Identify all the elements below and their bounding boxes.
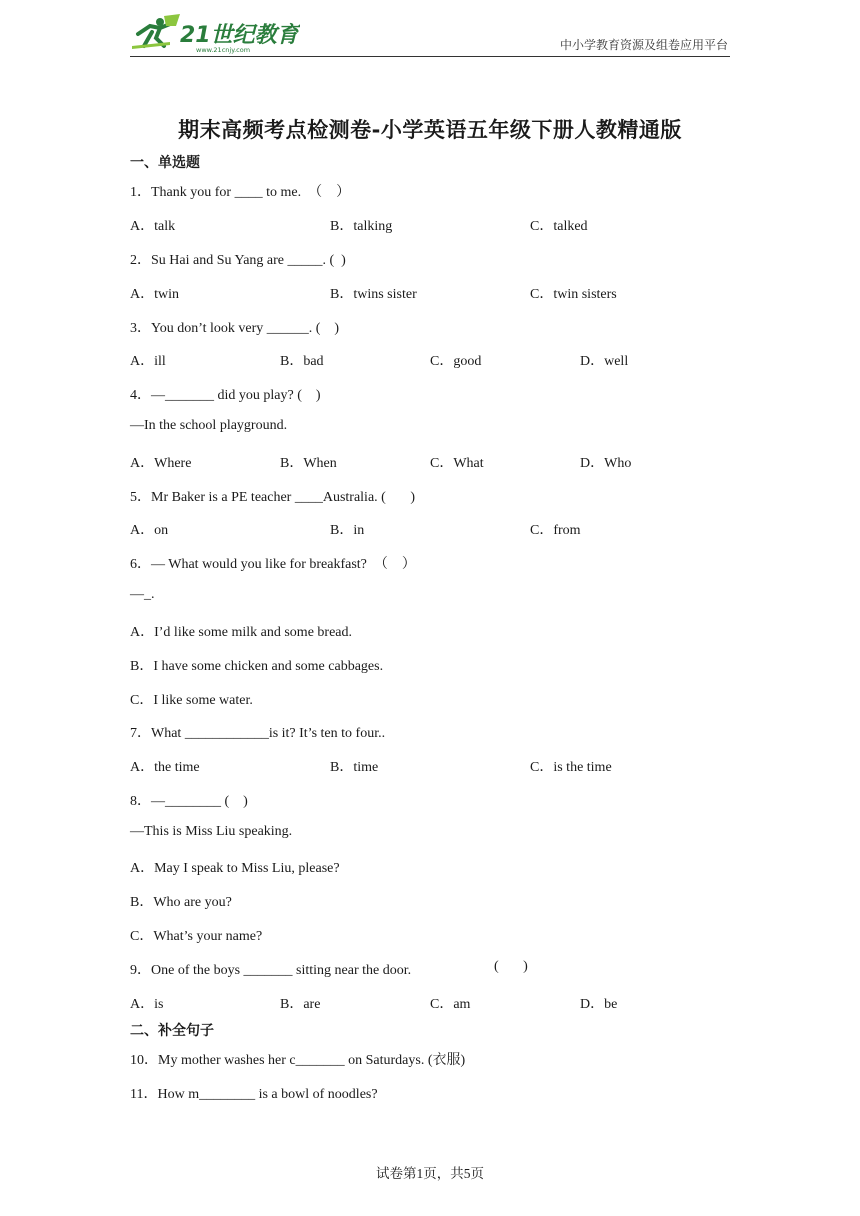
option-a: A．the time: [130, 760, 200, 775]
option-a: A．Where: [130, 456, 192, 471]
question-2: 2．Su Hai and Su Yang are _____. ( ): [130, 253, 346, 268]
option-a: A．ill: [130, 354, 166, 369]
option-d: D．well: [580, 354, 629, 369]
option-a: A．is: [130, 997, 164, 1012]
logo-url: www.21cnjy.com: [196, 46, 251, 54]
question-1: 1．Thank you for ____ to me. （ ）: [130, 185, 351, 200]
option-b: B．in: [330, 523, 365, 538]
option-a: A．twin: [130, 287, 179, 302]
option-a: A．on: [130, 523, 169, 538]
option-b: B．talking: [330, 219, 393, 234]
option-d: D．be: [580, 997, 618, 1012]
question-11: 11．How m________ is a bowl of noodles?: [130, 1087, 378, 1102]
runner-icon: [132, 14, 180, 49]
option-c: C．is the time: [530, 760, 612, 775]
option-c: C．What: [430, 456, 484, 471]
option-a: A．talk: [130, 219, 176, 234]
question-4-reply: —In the school playground.: [130, 418, 288, 433]
question-5: 5．Mr Baker is a PE teacher ____Australia. ( ): [130, 490, 415, 505]
option-b: B．Who are you?: [130, 895, 232, 910]
option-c: C．from: [530, 523, 581, 538]
option-b: B．time: [330, 760, 379, 775]
section-heading: 一、单选题: [130, 155, 200, 171]
question-8: 8．—________ ( ): [130, 794, 248, 809]
option-a: A．I’d like some milk and some bread.: [130, 625, 353, 640]
page-footer: 试卷第1页，共5页: [376, 1166, 484, 1181]
question-4: 4．—_______ did you play? ( ): [130, 388, 321, 403]
logo-text: 21世纪教育: [180, 23, 299, 48]
page-title: 期末高频考点检测卷-小学英语五年级下册人教精通版: [178, 118, 682, 142]
option-c: C．What’s your name?: [130, 929, 263, 944]
option-b: B．are: [280, 997, 321, 1012]
question-7: 7．What ____________is it? It’s ten to four..: [130, 726, 386, 741]
option-c: C．I like some water.: [130, 693, 253, 708]
question-6-reply: —_.: [130, 587, 155, 602]
option-a: A．May I speak to Miss Liu, please?: [130, 861, 340, 876]
site-logo: [130, 12, 300, 54]
question-8-reply: —This is Miss Liu speaking.: [130, 824, 293, 839]
option-b: B．I have some chicken and some cabbages.: [130, 659, 384, 674]
option-c: C．good: [430, 354, 482, 369]
option-b: B．twins sister: [330, 287, 417, 302]
option-c: C．am: [430, 997, 471, 1012]
option-b: B．When: [280, 456, 337, 471]
question-6: 6．— What would you like for breakfast? （ ）: [130, 557, 416, 572]
option-c: C．talked: [530, 219, 588, 234]
option-b: B．bad: [280, 354, 324, 369]
question-10: 10．My mother washes her c_______ on Saturdays. (衣服): [130, 1053, 466, 1068]
answer-paren: ( ): [494, 959, 528, 974]
option-d: D．Who: [580, 456, 632, 471]
question-9: 9．One of the boys _______ sitting near the door.: [130, 963, 412, 978]
section-heading: 二、补全句子: [130, 1023, 214, 1039]
header-platform-text: 中小学教育资源及组卷应用平台: [559, 38, 728, 52]
question-3: 3．You don’t look very ______. ( ): [130, 321, 340, 336]
page-header: [130, 12, 730, 57]
option-c: C．twin sisters: [530, 287, 617, 302]
